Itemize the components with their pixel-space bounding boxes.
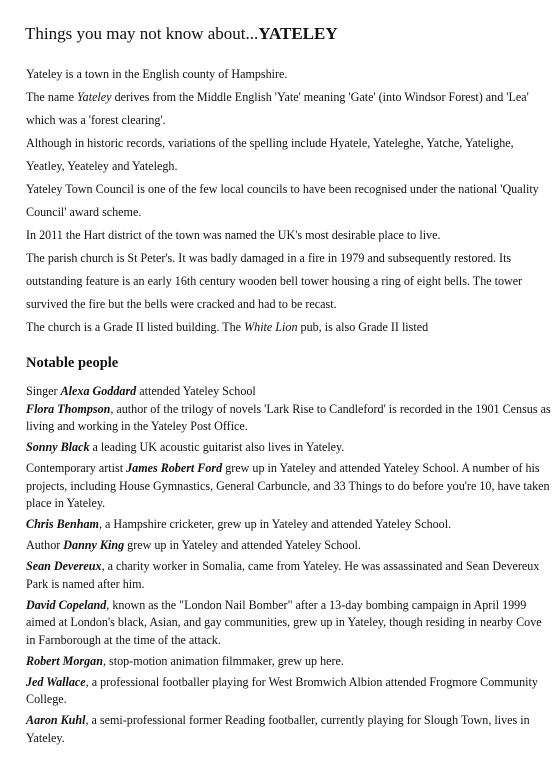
person-name: Aaron Kuhl (26, 713, 86, 727)
fact-paragraph: In 2011 the Hart district of the town was named the UK's most desirable place to live. (26, 228, 441, 242)
list-item: Sonny Black a leading UK acoustic guitarist also lives in Yateley. (26, 440, 345, 454)
person-name: Danny King (63, 538, 125, 552)
person-name: Jed Wallace (26, 674, 86, 689)
list-item: Jed Wallace, a professional footballer playing for West Bromwich Albion attended Frogmore Community College. (26, 674, 538, 706)
person-name: Sean Devereux (26, 559, 102, 573)
list-item: Flora Thompson, author of the trilogy of novels 'Lark Rise to Candleford' is recorded in the 1901 Census as living and working in the Yateley Post Office. (26, 401, 551, 433)
person-name: David Copeland (26, 597, 107, 612)
title-prefix: Things you may not know about... (25, 24, 259, 43)
list-item: Author Danny King grew up in Yateley and attended Yateley School. (26, 538, 361, 552)
person-name: James Robert Ford (126, 461, 223, 475)
fact-paragraph: The church is a Grade II listed building. The White Lion pub, is also Grade II listed (26, 320, 429, 334)
fact-paragraph: The name Yateley derives from the Middle English 'Yate' meaning 'Gate' (into Windsor Forest) and 'Lea' which was a 'forest clearing'. (26, 90, 529, 127)
notable-people-list (26, 383, 551, 751)
list-item: Robert Morgan, stop-motion animation filmmaker, grew up here. (26, 653, 344, 668)
person-name: Sonny Black (26, 440, 90, 454)
italic-town-name: Yateley (77, 90, 112, 104)
italic-pub-name: White Lion (244, 320, 298, 334)
person-name: Flora Thompson (26, 401, 111, 416)
person-name: Chris Benham (26, 517, 99, 531)
fact-paragraph: Although in historic records, variations of the spelling include Hyatele, Yateleghe, Yatche, Yatelighe, Yeatley, Yeateley and Yatelegh. (26, 136, 514, 173)
fact-paragraph: The parish church is St Peter's. It was badly damaged in a fire in 1979 and subsequently restored. Its outstanding feature is an early 16th century wooden bell tower housing a ring of eight bells. The tower survived the fire but the bells were cracked and had to be recast. (26, 251, 523, 311)
fact-paragraph: Yateley is a town in the English county of Hampshire. (26, 67, 288, 81)
person-name: Robert Morgan (26, 653, 103, 668)
list-item: Sean Devereux, a charity worker in Somalia, came from Yateley. He was assassinated and Sean Devereux Park is named after him. (26, 559, 540, 591)
list-item: David Copeland, known as the "London Nail Bomber" after a 13-day bombing campaign in April 1999 aimed at London's black, Asian, and gay communities, grew up in Yateley, though residing in nearby Cove in Farnborough at the time of the attack. (26, 597, 542, 647)
list-item: Singer Alexa Goddard attended Yateley School (26, 384, 256, 398)
page-title (25, 24, 338, 44)
person-name: Alexa Goddard (60, 384, 137, 398)
fact-paragraph: Yateley Town Council is one of the few local councils to have been recognised under the national 'Quality Council' award scheme. (26, 182, 539, 219)
list-item: Chris Benham, a Hampshire cricketer, grew up in Yateley and attended Yateley School. (26, 517, 452, 531)
facts-section (26, 63, 546, 339)
title-emphasis: YATELEY (258, 24, 338, 43)
section-heading-notable-people: Notable people (26, 355, 119, 371)
list-item: Contemporary artist James Robert Ford grew up in Yateley and attended Yateley School. A number of his projects, including House Gymnastics, General Carbuncle, and 33 Things to do before you're 10, have taken place in Yateley. (26, 461, 550, 510)
list-item: Aaron Kuhl, a semi-professional former Reading footballer, currently playing for Slough Town, lives in Yateley. (26, 713, 530, 745)
